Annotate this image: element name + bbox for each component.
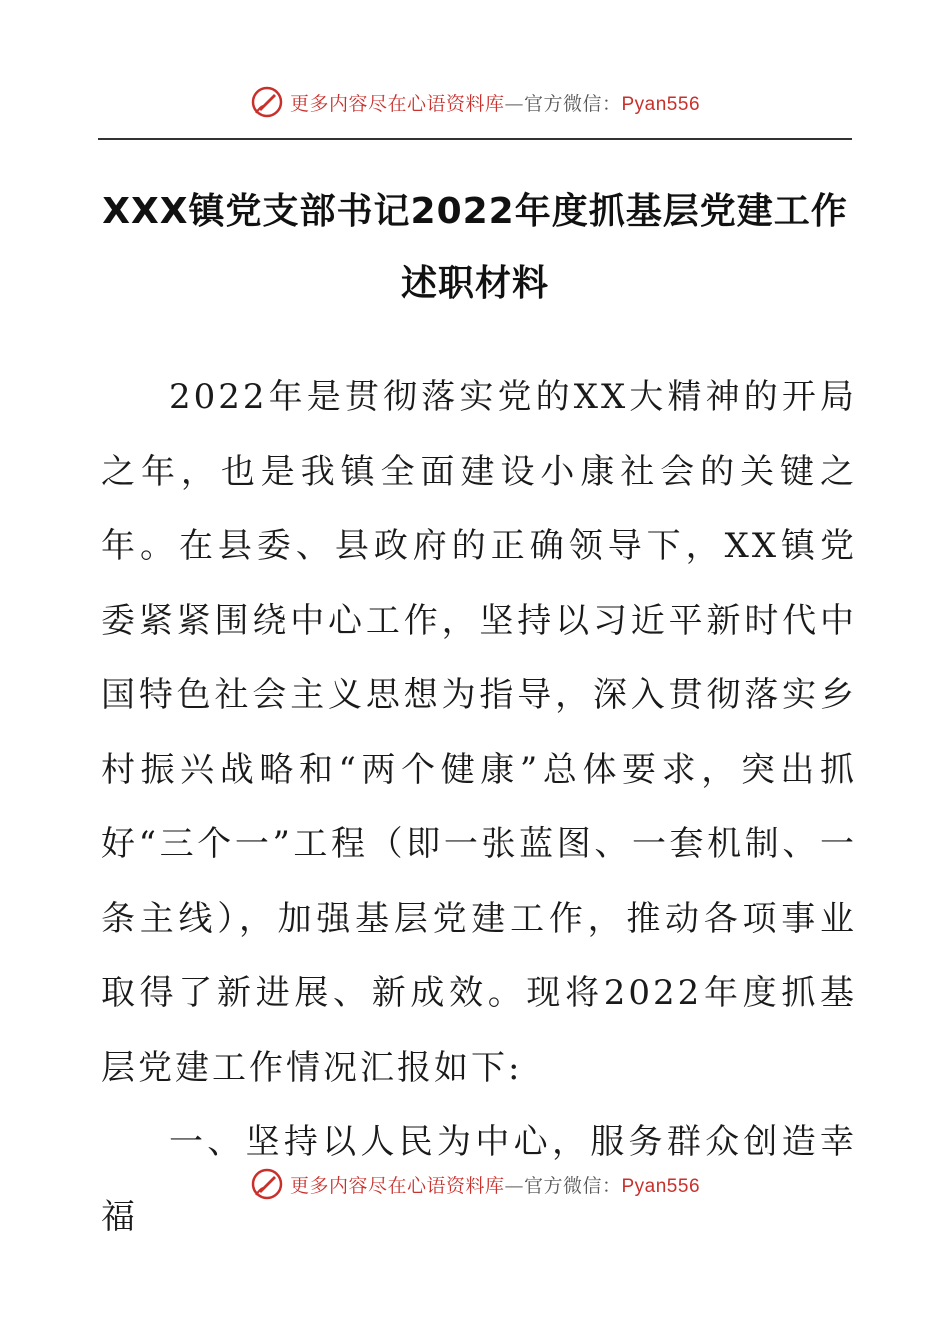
header-watermark bbox=[0, 80, 950, 124]
header-rule bbox=[98, 138, 852, 140]
body-paragraph: 2022年是贯彻落实党的XX大精神的开局之年，也是我镇全面建设小康社会的关键之年。在县委、县政府的正确领导下，XX镇党委紧紧围绕中心工作，坚持以习近平新时代中国特色社会主义思想为指导，深入贯彻落实乡村振兴战略和“两个健康”总体要求，突出抓好“三个一”工程（即一张蓝图、一套机制、一条主线），加强基层党建工作，推动各项事业取得了新进展、新成效。现将2022年度抓基层党建工作情况汇报如下: bbox=[101, 377, 857, 1088]
document-title: XXX镇党支部书记2022年度抓基层党建工作述职材料 bbox=[102, 191, 848, 304]
quill-seal-icon bbox=[250, 85, 284, 119]
document-body bbox=[101, 360, 857, 1254]
watermark-text: 更多内容尽在心语资料库—官方微信：Pyan556 bbox=[289, 1174, 701, 1197]
section-heading: 一、坚持以人民为中心，服务群众创造幸福 bbox=[101, 1122, 857, 1237]
footer-watermark bbox=[0, 1162, 950, 1206]
watermark-text: 更多内容尽在心语资料库—官方微信：Pyan556 bbox=[289, 92, 701, 115]
quill-seal-icon bbox=[250, 1167, 284, 1201]
